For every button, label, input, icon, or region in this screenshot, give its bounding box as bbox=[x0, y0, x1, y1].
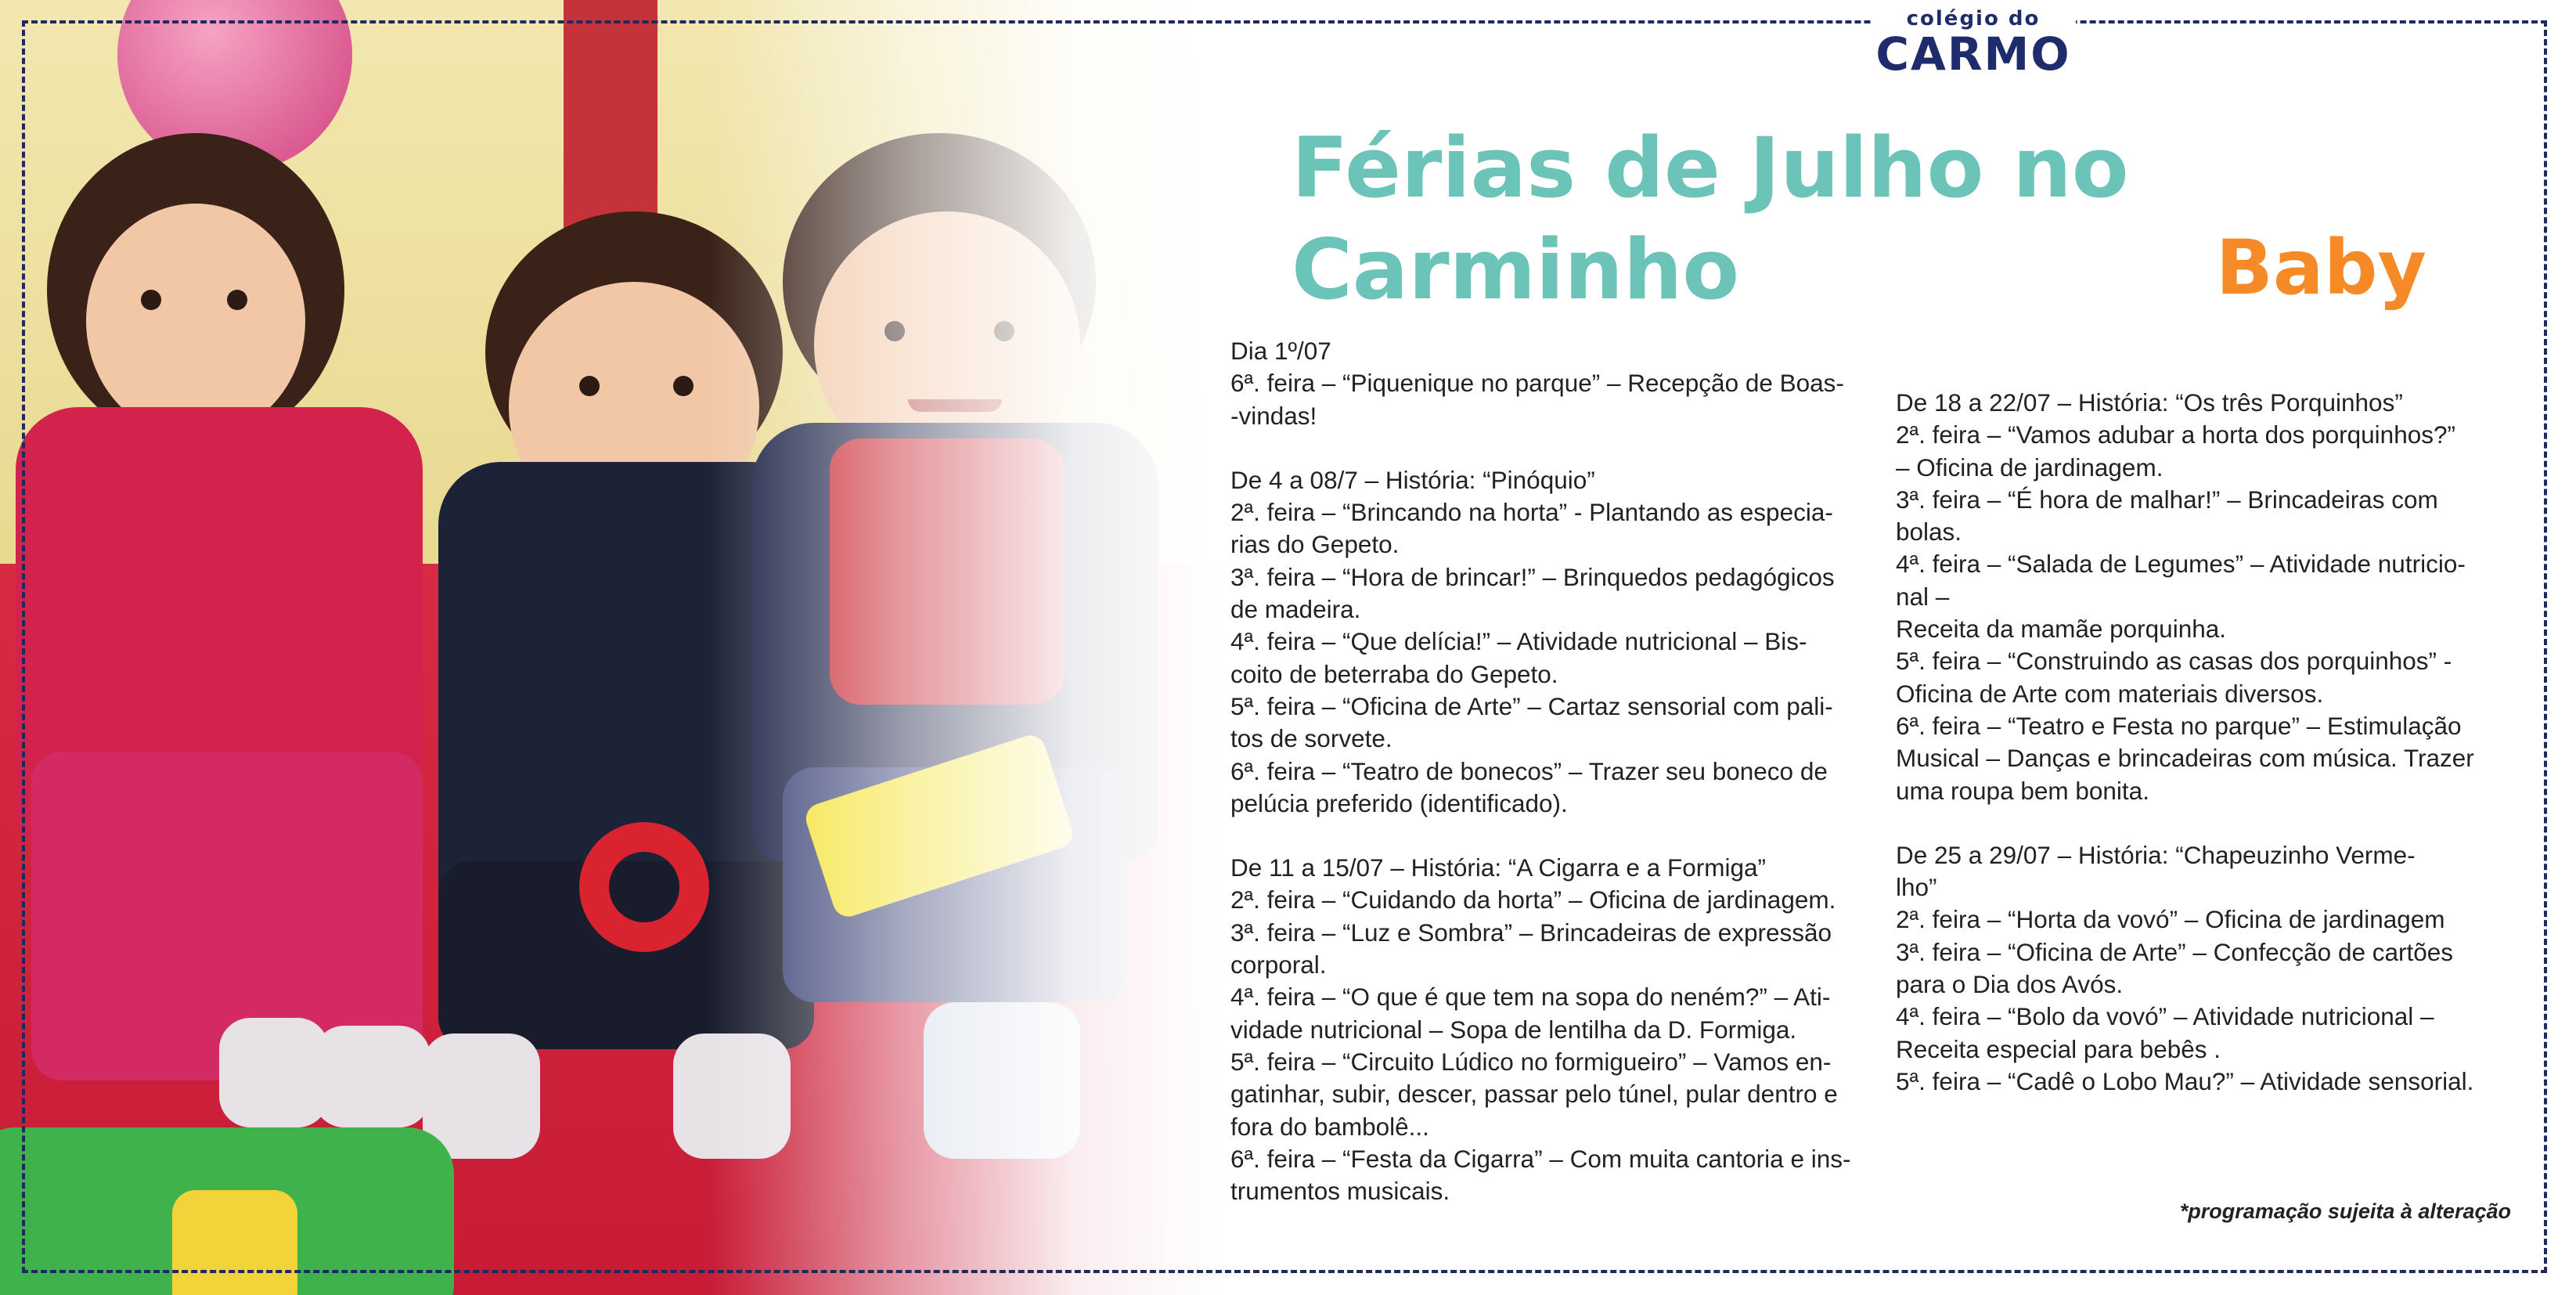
schedule-line: 5ª. feira – “Circuito Lúdico no formigueiro” – Vamos en- bbox=[1230, 1047, 1832, 1076]
schedule-line: 4ª. feira – “Salada de Legumes” – Atividade nutricio- bbox=[1896, 550, 2466, 579]
schedule-line: Receita especial para bebês . bbox=[1896, 1034, 2221, 1063]
schedule-line: gatinhar, subir, descer, passar pelo túnel, pular dentro e bbox=[1230, 1080, 1838, 1109]
schedule-line: De 25 a 29/07 – História: “Chapeuzinho Verme- bbox=[1896, 840, 2416, 869]
schedule-left-column bbox=[1230, 335, 1872, 1207]
schedule-line: 4ª. feira – “Bolo da vovó” – Atividade nutricional – bbox=[1896, 1002, 2434, 1031]
schedule-line: 3ª. feira – “Oficina de Arte” – Confecção de cartões bbox=[1896, 937, 2454, 966]
schedule-line: para o Dia dos Avós. bbox=[1896, 970, 2124, 999]
logo-big-text: CARMO bbox=[1875, 27, 2071, 81]
schedule-line: 6ª. feira – “Festa da Cigarra” – Com muita cantoria e ins- bbox=[1230, 1144, 1851, 1173]
logo bbox=[1871, 3, 2076, 81]
schedule-block bbox=[1230, 464, 1872, 820]
schedule-line: pelúcia preferido (identificado). bbox=[1230, 788, 1568, 817]
schedule-line: rias do Gepeto. bbox=[1230, 530, 1400, 559]
page-subtitle: Baby bbox=[2215, 224, 2426, 312]
schedule-line: Musical – Danças e brincadeiras com música. Trazer bbox=[1896, 744, 2474, 773]
schedule-line: 5ª. feira – “Construindo as casas dos porquinhos” - bbox=[1896, 647, 2452, 676]
schedule-note: *programação sujeita à alteração bbox=[2179, 1199, 2511, 1223]
schedule-line: 6ª. feira – “Teatro de bonecos” – Trazer seu boneco de bbox=[1230, 756, 1828, 785]
block-spacer bbox=[1230, 432, 1872, 464]
schedule-block bbox=[1230, 335, 1872, 432]
schedule-line: corporal. bbox=[1230, 951, 1327, 979]
schedule-line: 3ª. feira – “É hora de malhar!” – Brincadeiras com bbox=[1896, 485, 2438, 514]
block-spacer bbox=[1896, 807, 2506, 839]
schedule-line: Dia 1º/07 bbox=[1230, 337, 1331, 365]
schedule-line: nal – bbox=[1896, 582, 1950, 611]
schedule-line: trumentos musicais. bbox=[1230, 1177, 1450, 1206]
schedule-line: fora do bambolê... bbox=[1230, 1112, 1429, 1141]
schedule-line: 4ª. feira – “Que delícia!” – Atividade nutricional – Bis- bbox=[1230, 627, 1807, 656]
schedule-line: 2ª. feira – “Brincando na horta” - Plantando as especia- bbox=[1230, 498, 1833, 527]
schedule-block bbox=[1896, 387, 2506, 807]
schedule-line: De 4 a 08/7 – História: “Pinóquio” bbox=[1230, 465, 1595, 494]
block-spacer bbox=[1230, 820, 1872, 852]
schedule-line: bolas. bbox=[1896, 518, 1962, 546]
schedule-line: de madeira. bbox=[1230, 595, 1361, 624]
schedule-line: 6ª. feira – “Piquenique no parque” – Recepção de Boas- bbox=[1230, 369, 1844, 398]
schedule-line: 2ª. feira – “Vamos adubar a horta dos porquinhos?” bbox=[1896, 420, 2455, 449]
schedule-line: 4ª. feira – “O que é que tem na sopa do neném?” – Ati- bbox=[1230, 983, 1831, 1012]
schedule-line: coito de beterraba do Gepeto. bbox=[1230, 659, 1558, 688]
schedule-line: 3ª. feira – “Luz e Sombra” – Brincadeiras de expressão bbox=[1230, 918, 1832, 947]
schedule-line: – Oficina de jardinagem. bbox=[1896, 453, 2163, 482]
schedule-block bbox=[1230, 852, 1872, 1207]
schedule-line: De 18 a 22/07 – História: “Os três Porquinhos” bbox=[1896, 388, 2403, 417]
schedule-line: 2ª. feira – “Horta da vovó” – Oficina de jardinagem bbox=[1896, 905, 2445, 934]
schedule-line: 6ª. feira – “Teatro e Festa no parque” – Estimulação bbox=[1896, 711, 2462, 740]
schedule-line: 3ª. feira – “Hora de brincar!” – Brinquedos pedagógicos bbox=[1230, 562, 1835, 591]
schedule-right-column bbox=[1896, 387, 2506, 1098]
logo-small-text: colégio do bbox=[1906, 7, 2041, 31]
schedule-line: lho” bbox=[1896, 873, 1937, 902]
schedule-line: 5ª. feira – “Cadê o Lobo Mau?” – Atividade sensorial. bbox=[1896, 1066, 2474, 1095]
schedule-line: Receita da mamãe porquinha. bbox=[1896, 615, 2227, 644]
schedule-line: uma roupa bem bonita. bbox=[1896, 776, 2149, 805]
schedule-line: vidade nutricional – Sopa de lentilha da D. Formiga. bbox=[1230, 1015, 1797, 1044]
photo-fade-overlay bbox=[0, 0, 1221, 1295]
schedule-block bbox=[1896, 839, 2506, 1098]
schedule-line: -vindas! bbox=[1230, 401, 1317, 430]
children-photo bbox=[0, 0, 1221, 1295]
schedule-line: 5ª. feira – “Oficina de Arte” – Cartaz sensorial com pali- bbox=[1230, 691, 1833, 720]
schedule-line: tos de sorvete. bbox=[1230, 724, 1392, 753]
schedule-line: Oficina de Arte com materiais diversos. bbox=[1896, 679, 2324, 708]
schedule-line: 2ª. feira – “Cuidando da horta” – Oficina de jardinagem. bbox=[1230, 886, 1836, 914]
page-title: Férias de Julho no Carminho bbox=[1292, 120, 2129, 318]
schedule-line: De 11 a 15/07 – História: “A Cigarra e a Formiga” bbox=[1230, 853, 1766, 882]
